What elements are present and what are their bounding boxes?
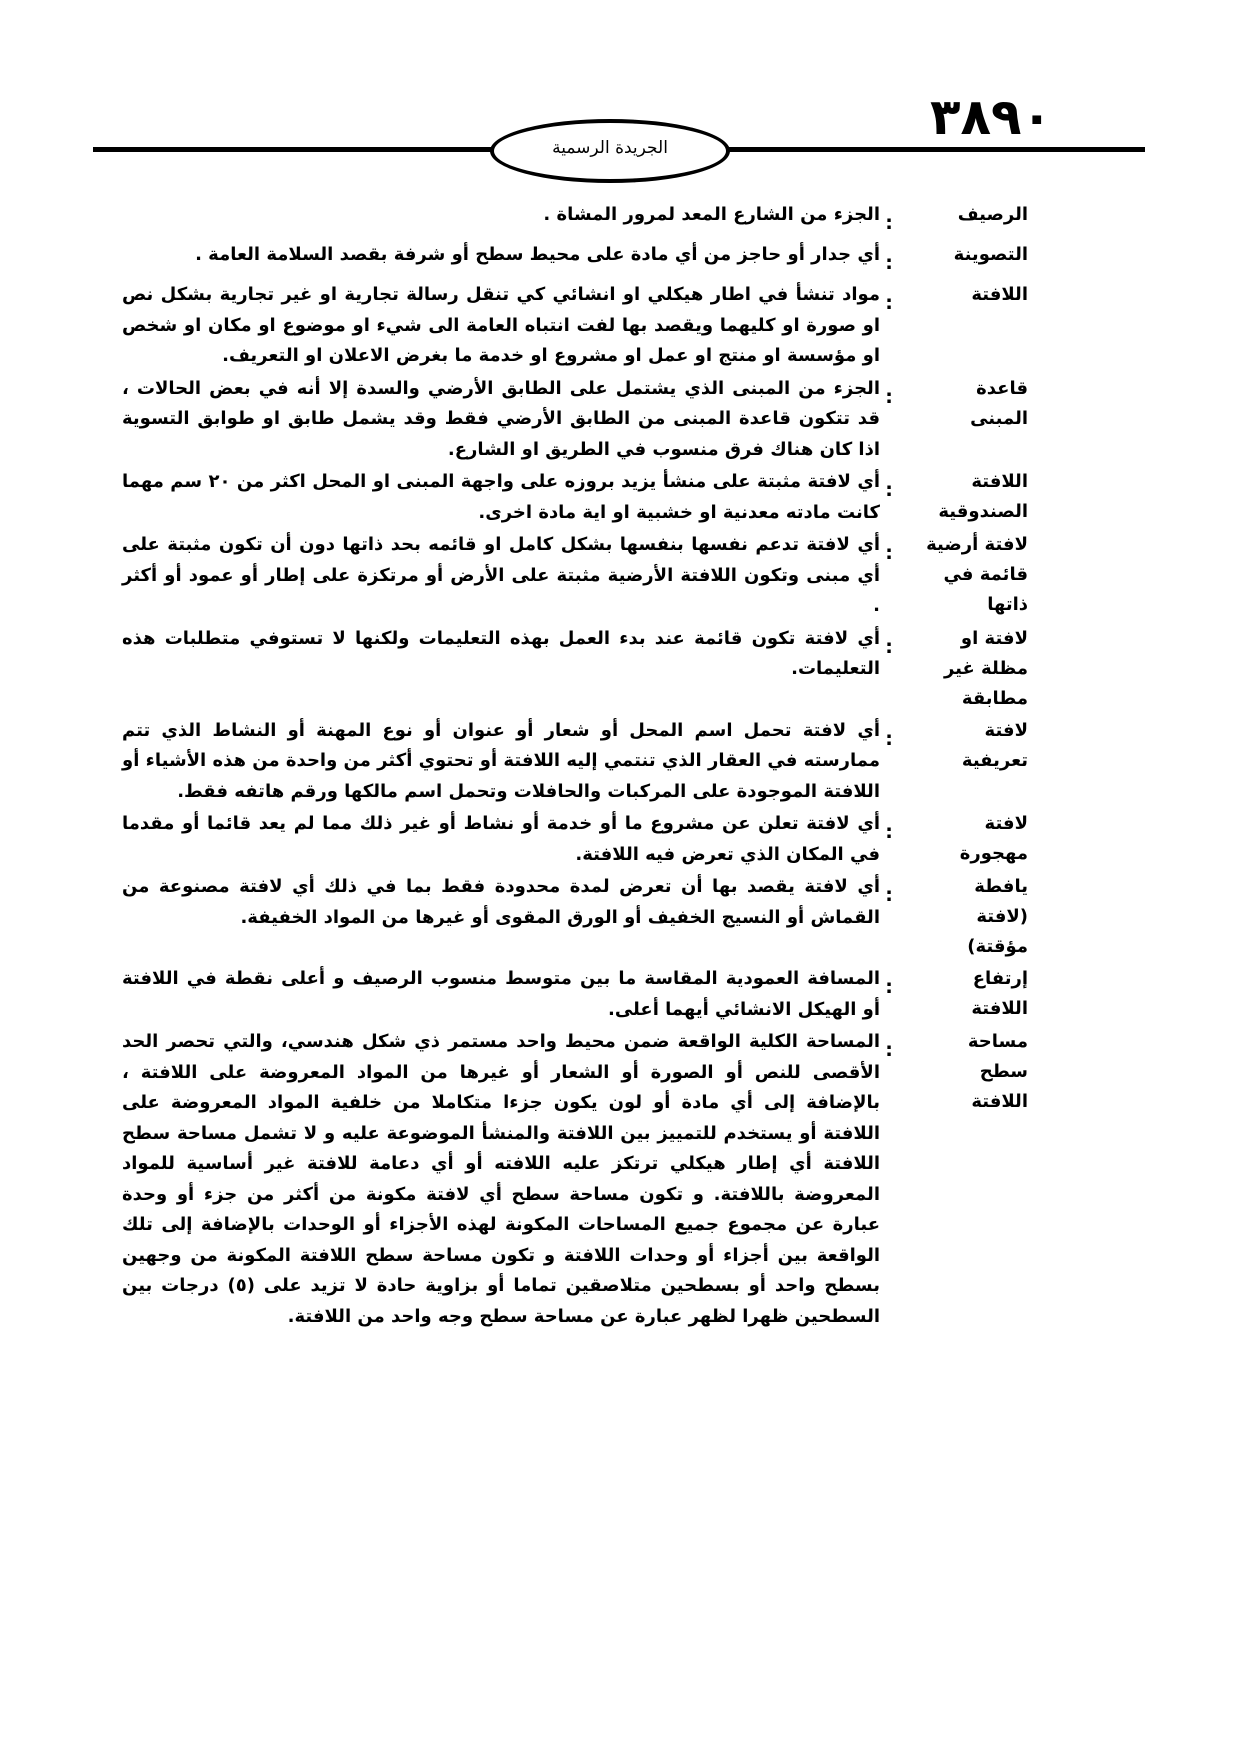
definition-entry <box>122 374 1040 466</box>
definition-text: المسافة العمودية المقاسة ما بين متوسط منسوب الرصيف و أعلى نقطة في اللافتة أو الهيكل الانشائي أيهما أعلى. <box>122 968 880 1020</box>
definition-entry <box>122 240 1040 278</box>
term: لافتة تعريفية <box>961 719 1028 771</box>
definition-text: المساحة الكلية الواقعة ضمن محيط واحد مستمر ذي شكل هندسي، والتي تحصر الحد الأقصى للنص أو الصورة أو الشعار أو غيرها من المواد المعروضة على اللافتة ، بالإضافة إلى أي مادة أو لون يكون جزءا متكاملا من خلفية المواد المعروضة على اللافتة أو يستخدم للتمييز بين اللافتة والمنشأ الموضوعة عليه و لا تشمل مساحة سطح اللافتة أي إطار هيكلي ترتكز عليه اللافته أو أي دعامة للافتة غير أساسية للمواد المعروضة باللافتة. و تكون مساحة سطح أي لافتة مكونة من أكثر من جزء أو وحدة عبارة عن مجموع جميع المساحات المكونة لهذه الأجزاء أو الوحدات بالإضافة إلى تلك الواقعة بين أجزاء أو وحدات اللافتة و تكون مساحة سطح اللافتة المكونة من وجهين بسطح واحد أو بسطحين متلاصقين تماما أو بزاوية حادة لا تزيد على (٥) درجات بين السطحين ظهرا لظهر عبارة عن مساحة سطح وجه واحد من اللافتة. <box>122 1031 881 1327</box>
definition-entry <box>122 530 1040 622</box>
term-colon: : <box>885 542 893 564</box>
term-colon: : <box>885 292 893 314</box>
definition-text: مواد تنشأ في اطار هيكلي او انشائي كي تنقل رسالة تجارية او غير تجارية بشكل نص او صورة او كليهما ويقصد بها لفت انتباه العامة الى شيء او موضوع او مكان او شخص او مؤسسة او منتج او عمل او مشروع او خدمة ما بغرض الاعلان او التعريف. <box>122 284 880 366</box>
definition-text: أي لافتة تحمل اسم المحل أو شعار أو عنوان أو نوع المهنة أو النشاط الذي تتم ممارسته في العقار الذي تنتمي إليه اللافتة أو تحتوي أكثر من واحدة من هذه الأشياء أو اللافتة الموجودة على المركبات والحافلات وتحمل اسم مالكها ورقم هاتفه فقط. <box>122 719 880 802</box>
term: قاعدة المبنى <box>970 377 1028 429</box>
term: يافطة (لافتة مؤقتة) <box>967 876 1028 957</box>
definition-text: أي لافتة مثبتة على منشأ يزيد بروزه على واجهة المبنى او المحل اكثر من ٢٠ سم مهما كانت مادته معدنية او خشبية او اية مادة اخرى. <box>122 471 880 523</box>
term: مساحة سطح اللافتة <box>967 1031 1028 1112</box>
page-number: ٣٨٩٠ <box>930 88 1053 146</box>
definition-text: أي لافتة تعلن عن مشروع ما أو خدمة أو نشاط أو غير ذلك مما لم يعد قائما أو مقدما في المكان الذي تعرض فيه اللافتة. <box>122 813 880 865</box>
term-colon: : <box>885 252 893 274</box>
term: اللافتة <box>971 284 1028 305</box>
definition-entry <box>122 624 1040 714</box>
term: لافتة أرضية قائمة في ذاتها <box>926 534 1028 615</box>
definition-entry <box>122 809 1040 870</box>
definition-text: الجزء من المبنى الذي يشتمل على الطابق الأرضي والسدة إلا أنه في بعض الحالات ، قد تتكون قاعدة المبنى من الطابق الأرضي فقط وقد يشمل طابق او طوابق التسوية اذا كان هناك فرق منسوب في الطريق او الشارع. <box>122 377 880 460</box>
definition-entry <box>122 280 1040 372</box>
term-colon: : <box>885 635 893 658</box>
definition-text: أي لافتة تكون قائمة عند بدء العمل بهذه التعليمات ولكنها لا تستوفي متطلبات هذه التعليمات. <box>122 627 880 679</box>
term-colon: : <box>885 385 893 408</box>
term-colon: : <box>885 884 893 906</box>
definition-entry <box>122 1027 1040 1332</box>
definition-entry <box>122 467 1040 528</box>
term-colon: : <box>885 479 893 501</box>
term: الرصيف <box>957 204 1028 225</box>
gazette-title: الجريدة الرسمية <box>552 138 668 158</box>
definition-text: أي لافتة تدعم نفسها بنفسها بشكل كامل او قائمه بحد ذاتها دون أن تكون مثبتة على أي مبنى وتكون اللافتة الأرضية مثبتة على الأرض أو مرتكزة على إطار أو عمود أو أكثر . <box>122 534 880 616</box>
term: اللافتة الصندوقية <box>938 471 1028 522</box>
definition-entry <box>122 200 1040 238</box>
term-colon: : <box>885 212 893 234</box>
term: لافتة مهجورة <box>959 813 1028 864</box>
term-colon: : <box>885 976 893 998</box>
gazette-title-oval <box>490 119 730 183</box>
definition-entry <box>122 716 1040 808</box>
term: لافتة او مظلة غير مطابقة <box>943 627 1028 709</box>
term: إرتفاع اللافتة <box>971 968 1028 1019</box>
definition-text: الجزء من الشارع المعد لمرور المشاة . <box>543 204 880 225</box>
term: التصوينة <box>953 244 1028 265</box>
definition-entry <box>122 872 1040 962</box>
definition-text: أي لافتة يقصد بها أن تعرض لمدة محدودة فقط بما في ذلك أي لافتة مصنوعة من القماش أو النسيج الخفيف أو الورق المقوى أو غيرها من المواد الخفيفة. <box>122 876 880 928</box>
definition-text: أي جدار أو حاجز من أي مادة على محيط سطح أو شرفة بقصد السلامة العامة . <box>195 244 880 265</box>
term-colon: : <box>885 727 893 750</box>
term-colon: : <box>885 821 893 843</box>
definition-entry <box>122 964 1040 1025</box>
definitions-list <box>122 200 1040 1334</box>
term-colon: : <box>885 1039 893 1061</box>
